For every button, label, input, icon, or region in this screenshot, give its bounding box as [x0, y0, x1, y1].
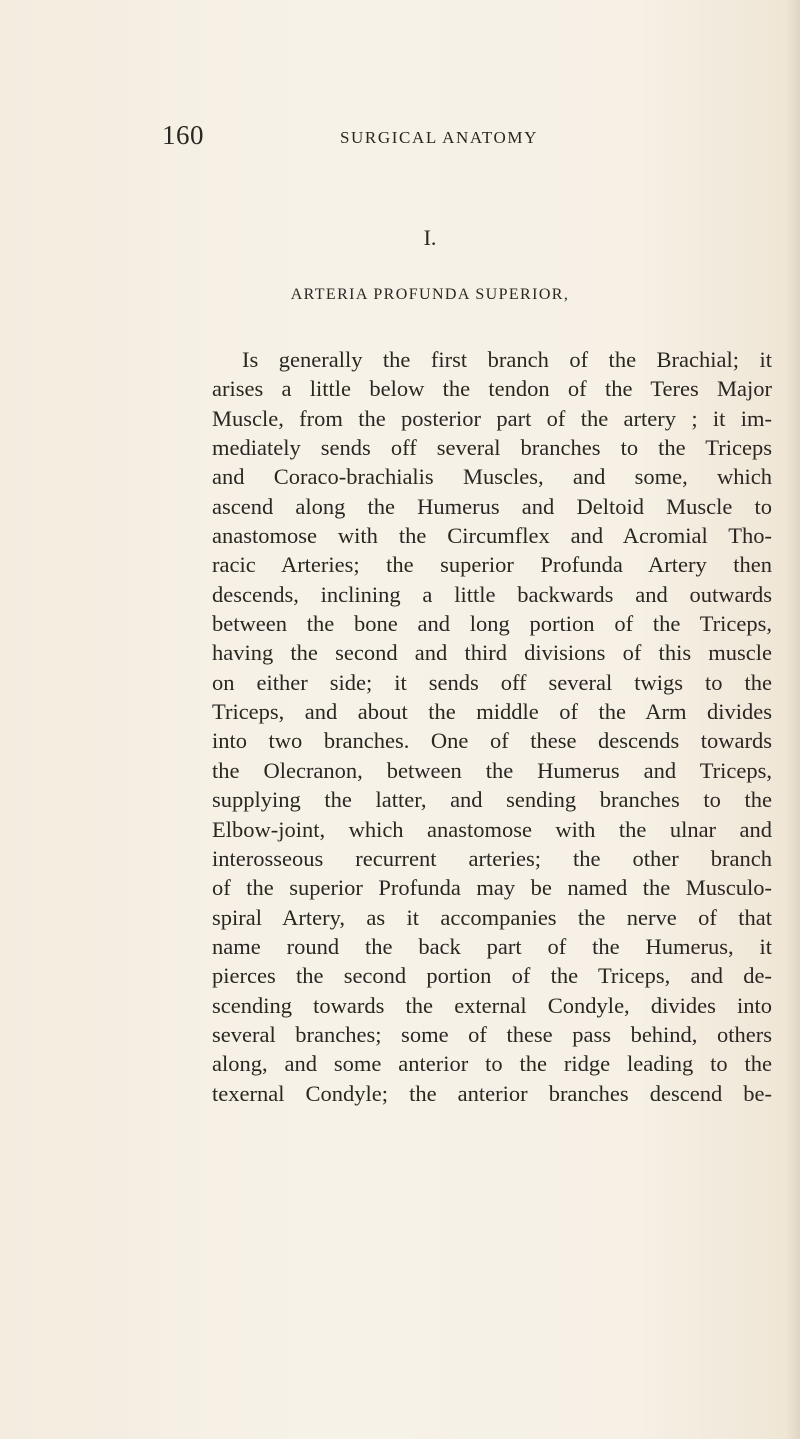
text-line: ascend along the Humerus and Deltoid Muscle to [212, 493, 772, 519]
text-line: texernal Condyle; the anterior branches descend be- [212, 1080, 772, 1106]
text-line: Is generally the first branch of the Brachial; it [242, 347, 772, 372]
section-title: ARTERIA PROFUNDA SUPERIOR, [290, 286, 570, 303]
text-line: spiral Artery, as it accompanies the nerve of that [212, 904, 772, 930]
text-line: name round the back part of the Humerus, it [212, 933, 772, 959]
section-numeral: I. [423, 225, 437, 250]
text-line: into two branches. One of these descends towards [212, 728, 772, 754]
page-edge-shadow [786, 0, 800, 1439]
text-line: several branches; some of these pass behind, others [212, 1021, 772, 1047]
text-line: arises a little below the tendon of the Teres Major [212, 376, 772, 402]
text-line: on either side; it sends off several twigs to the [212, 669, 772, 695]
text-line: pierces the second portion of the Triceps, and de- [212, 963, 772, 989]
text-line: of the superior Profunda may be named the Musculo- [212, 875, 772, 901]
text-line: Triceps, and about the middle of the Arm divides [212, 699, 772, 725]
text-line: and Coraco-brachialis Muscles, and some, which [212, 464, 772, 490]
body-paragraph [212, 345, 772, 1108]
text-line: racic Arteries; the superior Profunda Artery then [212, 552, 772, 578]
page-number: 160 [162, 120, 204, 150]
running-head: SURGICAL ANATOMY [340, 128, 538, 147]
text-line: interosseous recurrent arteries; the other branch [212, 845, 772, 871]
text-line: between the bone and long portion of the Triceps, [212, 611, 772, 637]
text-line: the Olecranon, between the Humerus and Triceps, [212, 757, 772, 783]
text-line: descends, inclining a little backwards and outwards [212, 581, 772, 607]
text-line: scending towards the external Condyle, divides into [212, 992, 772, 1018]
text-line: Elbow-joint, which anastomose with the ulnar and [212, 816, 772, 842]
text-line: anastomose with the Circumflex and Acromial Tho- [212, 523, 772, 549]
text-line: mediately sends off several branches to the Triceps [212, 435, 772, 461]
page-header [0, 120, 800, 160]
text-line: along, and some anterior to the ridge leading to the [212, 1051, 772, 1077]
text-line: Muscle, from the posterior part of the artery ; it im- [212, 405, 772, 431]
text-line: supplying the latter, and sending branches to the [212, 787, 772, 813]
text-line: having the second and third divisions of this muscle [212, 640, 772, 666]
